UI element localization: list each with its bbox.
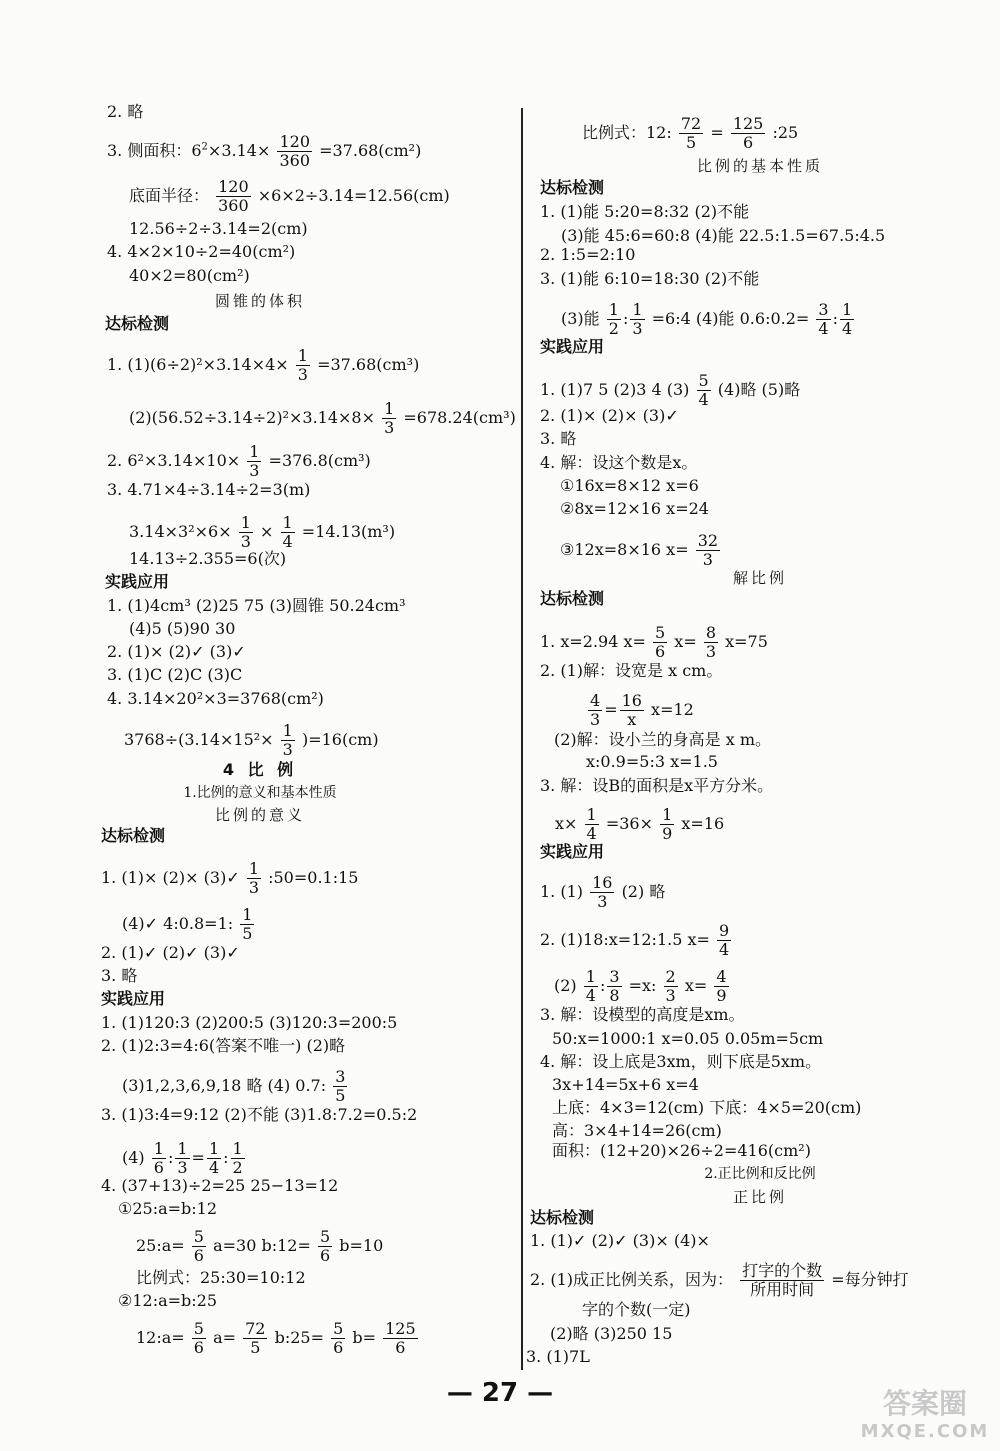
fraction: $\frac{3}{8}$ xyxy=(609,967,620,1005)
answer-line: 比例式：12: $\frac{72}{5}$ = $\frac{125}{6}$ :25 xyxy=(582,114,799,152)
fraction: $\frac{125}{6}$ xyxy=(732,114,764,152)
answer-line: 2. 1:5=2:10 xyxy=(540,245,636,264)
answer-line: 3.14×3²×6× $\frac{1}{3}$ × $\frac{1}{4}$ =14.13(m³) xyxy=(129,513,396,551)
fraction: $\frac{1}{4}$ xyxy=(585,967,596,1005)
answer-line: (4)✓ 4:0.8=1: $\frac{1}{5}$ xyxy=(122,905,253,943)
fraction: $\frac{1}{3}$ xyxy=(282,721,293,759)
fraction: $\frac{1}{3}$ xyxy=(249,442,260,480)
answer-line: (2) $\frac{1}{4}$ : $\frac{3}{8}$ =x: $\frac{2}{3}$ x= $\frac{4}{9}$ xyxy=(554,967,727,1005)
answer-line: 40×2=80(cm²) xyxy=(129,266,250,285)
answer-line: 2. 6²×3.14×10× $\frac{1}{3}$ =376.8(cm³) xyxy=(107,442,371,480)
fraction: $\frac{72}{5}$ xyxy=(245,1319,266,1357)
answer-line: 14.13÷2.355=6(次) xyxy=(129,549,287,568)
answer-line: 1. (1)(6÷2)²×3.14×4× $\frac{1}{3}$ =37.68(cm³) xyxy=(107,346,420,384)
answer-line: 3. 4.71×4÷3.14÷2=3(m) xyxy=(107,480,311,499)
fraction: $\frac{1}{3}$ xyxy=(248,859,260,897)
answer-line: 1. x=2.94 x= $\frac{5}{6}$ x= $\frac{8}{3}$ x=75 xyxy=(540,623,768,661)
answer-line: 3. 侧面积：$6^2\times 3.14\times$ $\frac{120}{360}$ =37.68(cm²) xyxy=(107,132,422,170)
section-heading: 实践应用 xyxy=(101,989,166,1008)
fraction: $\frac{72}{5}$ xyxy=(680,114,702,152)
answer-line: 25:a= $\frac{5}{6}$ a=30 b:12= $\frac{5}{6}$ b=10 xyxy=(136,1227,384,1265)
answer-line: 比例式：25:30=10:12 xyxy=(136,1268,306,1287)
fraction: $\frac{1}{3}$ xyxy=(240,513,251,551)
answer-line: x:0.9=5:3 x=1.5 xyxy=(586,752,718,771)
answer-line: 1. (1)7 5 (2)3 4 (3) $\frac{5}{4}$ (4)略 (5)略 xyxy=(540,371,801,409)
answer-line: 高：3×4+14=26(cm) xyxy=(552,1121,722,1140)
fraction: $\frac{1}{6}$ xyxy=(153,1139,164,1177)
answer-line: ③12x=8×16 x= $\frac{32}{3}$ xyxy=(560,531,719,569)
answer-line: 4. 解：设这个数是x。 xyxy=(540,453,698,472)
fraction: $\frac{1}{2}$ xyxy=(608,300,619,338)
fraction: $\frac{120}{360}$ xyxy=(218,177,249,215)
fraction: $\frac{5}{6}$ xyxy=(655,623,666,661)
fraction: $\frac{1}{5}$ xyxy=(242,905,253,943)
section-title: 比例的意义 xyxy=(214,806,305,824)
fraction: $\frac{2}{3}$ xyxy=(665,967,676,1005)
section-heading: 达标检测 xyxy=(540,589,605,608)
answer-line: (4) $\frac{1}{6}$ : $\frac{1}{3}$ = $\frac{1}{4}$ : $\frac{1}{2}$ xyxy=(122,1139,243,1177)
answer-line: 2. (1)× (2)✓ (3)✓ xyxy=(107,642,246,661)
subsection-title: 1.比例的意义和基本性质 xyxy=(183,785,337,801)
answer-line: 3. (1)C (2)C (3)C xyxy=(107,665,243,684)
answer-line: (2)(56.52÷3.14÷2)²×3.14×8× $\frac{1}{3}$ =678.24(cm³) xyxy=(129,399,516,437)
section-heading: 达标检测 xyxy=(530,1208,595,1227)
fraction: $\frac{5}{6}$ xyxy=(193,1227,204,1265)
subsection-title: 2.正比例和反比例 xyxy=(704,1166,816,1182)
fraction: $\frac{32}{3}$ xyxy=(697,531,719,569)
answer-line: 1. (1)4cm³ (2)25 75 (3)圆锥 50.24cm³ xyxy=(107,596,406,615)
answer-line: 3768÷(3.14×15²× $\frac{1}{3}$ )=16(cm) xyxy=(124,721,379,759)
fraction: $\frac{1}{9}$ xyxy=(662,805,673,843)
answer-line: 1. (1) $\frac{16}{3}$ (2) 略 xyxy=(540,873,666,911)
fraction: $\frac{5}{4}$ xyxy=(698,371,709,409)
answer-line: ①16x=8×12 x=6 xyxy=(560,476,699,495)
fraction: $\frac{5}{6}$ xyxy=(193,1319,204,1357)
answer-line: (3)1,2,3,6,9,18 略 (4) 0.7: $\frac{3}{5}$ xyxy=(122,1067,346,1105)
answer-line: (3)能 $\frac{1}{2}$ : $\frac{1}{3}$ =6:4 (4)能 0.6:0.2= $\frac{3}{4}$ : $\frac{1}{4}$ xyxy=(561,300,853,338)
answer-line: 3. (1)能 6:10=18:30 (2)不能 xyxy=(540,269,760,288)
fraction: $\frac{1}{4}$ xyxy=(841,300,853,338)
fraction: $\frac{9}{4}$ xyxy=(719,921,730,959)
answer-line: (2)略 (3)250 15 xyxy=(550,1324,673,1343)
fraction: $\frac{1}{2}$ xyxy=(232,1139,243,1177)
fraction: $\frac{5}{6}$ xyxy=(333,1319,344,1357)
watermark-logo: 答案圈 MXQE.COM xyxy=(860,1387,990,1442)
section-title: 正比例 xyxy=(732,1188,787,1206)
fraction: $\frac{5}{6}$ xyxy=(319,1227,331,1265)
answer-line: 2. (1)✓ (2)✓ (3)✓ xyxy=(101,943,240,962)
fraction: $\frac{8}{3}$ xyxy=(705,623,717,661)
section-heading: 实践应用 xyxy=(105,572,170,591)
section-title: 解比例 xyxy=(732,569,787,587)
answer-line: 1. (1)能 5:20=8:32 (2)不能 xyxy=(540,202,750,221)
answer-line: 4. (37+13)÷2=25 25−13=12 xyxy=(101,1176,339,1195)
fraction: $\frac{1}{4}$ xyxy=(586,805,597,843)
fraction: $\frac{1}{3}$ xyxy=(297,346,308,384)
answer-line: 4. 解：设上底是3xm，则下底是5xm。 xyxy=(540,1052,822,1071)
section-title: 圆锥的体积 xyxy=(214,292,305,310)
section-heading: 达标检测 xyxy=(105,314,170,333)
answer-line: 3. 解：设B的面积是x平方分米。 xyxy=(540,776,774,795)
section-heading: 实践应用 xyxy=(540,842,605,861)
answer-line: 面积：(12+20)×26÷2=416(cm²) xyxy=(552,1141,811,1160)
fraction: $\frac{1}{4}$ xyxy=(282,513,293,551)
fraction: $\frac{1}{3}$ xyxy=(177,1139,188,1177)
answer-line: 2. (1)2:3=4:6(答案不唯一) (2)略 xyxy=(101,1036,346,1055)
answer-line: 底面半径： $\frac{120}{360}$ ×6×2÷3.14=12.56(cm) xyxy=(129,177,450,215)
answer-line: 2. 略 xyxy=(107,102,144,121)
answer-line: 2. (1)解：设宽是 x cm。 xyxy=(540,661,723,680)
answer-line: 1. (1)× (2)× (3)✓ $\frac{1}{3}$ :50=0.1:15 xyxy=(101,859,359,897)
answer-line: (2)解：设小兰的身高是 x m。 xyxy=(554,730,772,749)
fraction: $\frac{1}{3}$ xyxy=(384,399,395,437)
section-heading: 达标检测 xyxy=(101,826,166,845)
answer-line: (3)能 45:6=60:8 (4)能 22.5:1.5=67.5:4.5 xyxy=(561,226,886,245)
answer-line: 2. (1)× (2)× (3)✓ xyxy=(540,406,679,425)
answer-line: 2. (1)18:x=12:1.5 x= $\frac{9}{4}$ xyxy=(540,921,730,959)
answer-line: 1. (1)120:3 (2)200:5 (3)120:3=200:5 xyxy=(101,1013,398,1032)
fraction: $\frac{3}{4}$ xyxy=(818,300,829,338)
fraction: $\frac{120}{360}$ xyxy=(279,132,310,170)
answer-line: 1. (1)✓ (2)✓ (3)× (4)× xyxy=(530,1231,710,1250)
answer-line: 3x+14=5x+6 x=4 xyxy=(552,1075,699,1094)
answer-line: 3. 略 xyxy=(101,966,138,985)
answer-line: 12.56÷2÷3.14=2(cm) xyxy=(129,219,308,238)
chapter-title: 4 比 例 xyxy=(222,760,298,779)
section-heading: 实践应用 xyxy=(540,337,605,356)
answer-line: 3. (1)3:4=9:12 (2)不能 (3)1.8:7.2=0.5:2 xyxy=(101,1105,418,1124)
fraction: $\frac{125}{6}$ xyxy=(385,1319,416,1357)
answer-line: x× $\frac{1}{4}$ =36× $\frac{1}{9}$ x=16 xyxy=(555,805,725,843)
answer-line: 4. 3.14×20²×3=3768(cm²) xyxy=(107,689,324,708)
answer-line: 3. (1)7L xyxy=(526,1347,590,1366)
fraction: $\frac{4}{9}$ xyxy=(716,967,727,1005)
answer-line: ②12:a=b:25 xyxy=(118,1291,218,1310)
fraction: $\frac{4}{3}$ xyxy=(590,691,601,729)
answer-line: 50:x=1000:1 x=0.05 0.05m=5cm xyxy=(552,1029,824,1048)
fraction: $\frac{3}{5}$ xyxy=(335,1067,346,1105)
answer-line: ①25:a=b:12 xyxy=(118,1199,218,1218)
answer-line: 3. 解：设模型的高度是xm。 xyxy=(540,1005,745,1024)
answer-line: 2. (1)成正比例关系，因为： 打字的个数 所用时间 =每分钟打 xyxy=(530,1261,909,1299)
answer-line: $\frac{4}{3}$ = $\frac{16}{x}$ x=12 xyxy=(590,691,694,729)
answer-line: 12:a= $\frac{5}{6}$ a= $\frac{72}{5}$ b:25= $\frac{5}{6}$ b= $\frac{125}{6}$ xyxy=(136,1319,416,1357)
fraction: $\frac{16}{x}$ xyxy=(621,691,642,729)
answer-line: 上底：4×3=12(cm) 下底：4×5=20(cm) xyxy=(552,1098,862,1117)
fraction: $\frac{16}{3}$ xyxy=(592,873,613,911)
fraction: $\frac{1}{4}$ xyxy=(208,1139,220,1177)
answer-line: (4)5 (5)90 30 xyxy=(129,619,236,638)
answer-line: 3. 略 xyxy=(540,429,577,448)
answer-line: 字的个数(一定) xyxy=(582,1300,691,1319)
fraction: 打字的个数 所用时间 xyxy=(742,1261,823,1299)
page-number: — 27 — xyxy=(446,1378,554,1408)
answer-line: 4. 4×2×10÷2=40(cm²) xyxy=(107,242,296,261)
answer-line: ②8x=12×16 x=24 xyxy=(560,499,709,518)
section-heading: 达标检测 xyxy=(540,178,605,197)
fraction: $\frac{1}{3}$ xyxy=(632,300,643,338)
section-title: 比例的基本性质 xyxy=(696,157,823,175)
